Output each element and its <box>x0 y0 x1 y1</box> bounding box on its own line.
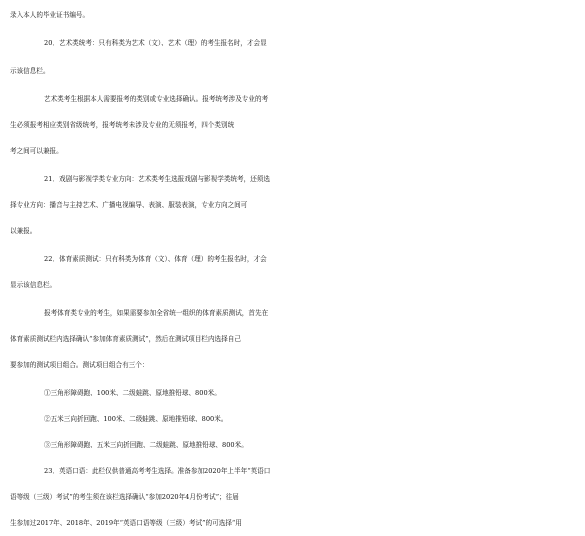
text-line-5: 生必须报考相应类别省级统考，报考统考未涉及专业的无须报考，四个类别统 <box>10 121 235 129</box>
item-23-heading: 23．英语口语：此栏仅供普通高考考生选择。准备参加2020年上半年“英语口 <box>44 467 271 475</box>
test-combo-1: ①三角形障碍跑、100米、二级蛙跳、原地推铅球、800米。 <box>44 389 221 397</box>
test-combo-2: ②五米三向折回跑、100米、二级蛙跳、原地推铅球、800米。 <box>44 415 228 423</box>
text-line-3: 示该信息栏。 <box>10 67 50 75</box>
text-line-9: 以兼报。 <box>10 227 37 235</box>
text-line-13: 体育素质测试栏内选择确认“参加体育素质测试”，然后在测试项目栏内选择自己 <box>10 335 241 343</box>
test-combo-3: ③三角形障碍跑、五米三向折回跑、二级蛙跳、原地推铅球、800米。 <box>44 441 248 449</box>
text-line-19: 语等级（三级）考试”的考生须在该栏选择确认“参加2020年4月份考试”；往届 <box>10 493 239 501</box>
text-line-8: 择专业方向：播音与主持艺术、广播电视编导、表演、服装表演，专业方向之间可 <box>10 201 248 209</box>
item-20-heading: 20．艺术类统考：只有科类为艺术（文）、艺术（理）的考生报名时，才会显 <box>44 39 267 47</box>
item-21-heading: 21．戏剧与影视学类专业方向：艺术类考生选报戏剧与影视学类统考，还须选 <box>44 175 270 183</box>
text-line-6: 考之间可以兼报。 <box>10 147 63 155</box>
text-line-12: 报考体育类专业的考生，如果需要参加全省统一组织的体育素质测试，首先在 <box>44 309 269 317</box>
text-line-11: 显示该信息栏。 <box>10 281 57 289</box>
text-line-4: 艺术类考生根据本人需要报考的类别或专业选择确认。报考统考涉及专业的考 <box>44 95 269 103</box>
item-22-heading: 22．体育素质测试：只有科类为体育（文）、体育（理）的考生报名时，才会 <box>44 255 267 263</box>
text-line-14: 要参加的测试项目组合。测试项目组合有三个： <box>10 361 149 369</box>
text-line-1: 录入本人的毕业证书编号。 <box>10 11 90 19</box>
text-line-20: 生参加过2017年、2018年、2019年“英语口语等级（三级）考试”的可选择“用 <box>10 519 242 527</box>
